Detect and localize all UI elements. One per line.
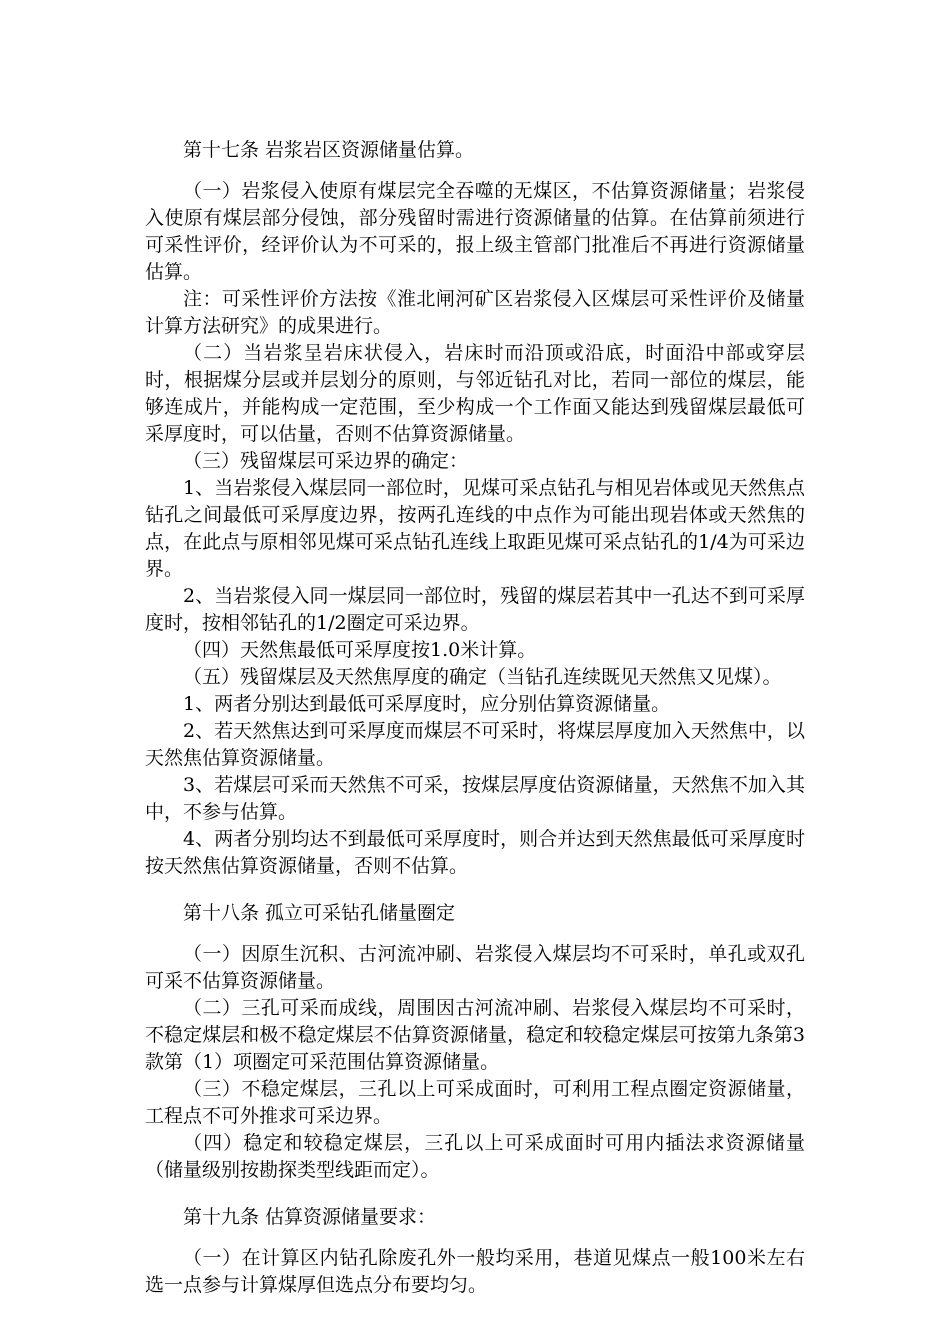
- article-17-para-4: （四）天然焦最低可采厚度按1.0米计算。: [183, 639, 537, 661]
- article-19-heading: 第十九条 估算资源储量要求：: [183, 1206, 437, 1228]
- article-17-para-2: （二）当岩浆呈岩床状侵入，岩床时而沿顶或沿底，时面沿中部或穿层时，根据煤分层或并层划分的原则，与邻近钻孔对比，若同一部位的煤层，能够连成片，并能构成一定范围，至少构成一个工作面又能达到残留煤层最低可采厚度时，可以估量，否则不估算资源储量。: [145, 342, 805, 445]
- article-17-para-5-item-1: 1、两者分别达到最低可采厚度时，应分别估算资源储量。: [183, 693, 671, 715]
- article-17-para-5-item-4: 4、两者分别均达不到最低可采厚度时，则合并达到天然焦最低可采厚度时按天然焦估算资源储量，否则不估算。: [145, 828, 805, 877]
- article-18-para-3: （三）不稳定煤层，三孔以上可采成面时，可利用工程点圈定资源储量，工程点不可外推求可采边界。: [145, 1078, 805, 1127]
- article-17-note: 注：可采性评价方法按《淮北闸河矿区岩浆侵入区煤层可采性评价及储量计算方法研究》的成果进行。: [145, 288, 805, 337]
- article-18-heading: 第十八条 孤立可采钻孔储量圈定: [183, 902, 456, 924]
- article-19-para-1: （一）在计算区内钻孔除废孔外一般均采用，巷道见煤点一般100米左右选一点参与计算煤厚但选点分布要均匀。: [145, 1247, 805, 1296]
- article-17-para-5-item-2: 2、若天然焦达到可采厚度而煤层不可采时，将煤层厚度加入天然焦中，以天然焦估算资源储量。: [145, 720, 805, 769]
- article-17-para-3-item-2: 2、当岩浆侵入同一煤层同一部位时，残留的煤层若其中一孔达不到可采厚度时，按相邻钻孔的1/2圈定可采边界。: [145, 585, 805, 634]
- article-17-para-1: （一）岩浆侵入使原有煤层完全吞噬的无煤区，不估算资源储量；岩浆侵入使原有煤层部分侵蚀，部分残留时需进行资源储量的估算。在估算前须进行可采性评价，经评价认为不可采的，报上级主管部门批准后不再进行资源储量估算。: [145, 180, 805, 283]
- article-17-para-3: （三）残留煤层可采边界的确定：: [183, 450, 469, 472]
- article-18-para-1: （一）因原生沉积、古河流冲刷、岩浆侵入煤层均不可采时，单孔或双孔可采不估算资源储量。: [145, 943, 805, 992]
- article-17-heading: 第十七条 岩浆岩区资源储量估算。: [183, 139, 475, 161]
- document-page: [145, 137, 805, 1299]
- article-17-para-3-item-1: 1、当岩浆侵入煤层同一部位时，见煤可采点钻孔与相见岩体或见天然焦点钻孔之间最低可采厚度边界，按两孔连线的中点作为可能出现岩体或天然焦的点，在此点与原相邻见煤可采点钻孔连线上取距见煤可采点钻孔的1/4为可采边界。: [145, 477, 805, 580]
- article-18-para-2: （二）三孔可采而成线，周围因古河流冲刷、岩浆侵入煤层均不可采时，不稳定煤层和极不稳定煤层不估算资源储量，稳定和较稳定煤层可按第九条第3款第（1）项圈定可采范围估算资源储量。: [145, 997, 805, 1073]
- article-17-para-5: （五）残留煤层及天然焦厚度的确定（当钻孔连续既见天然焦又见煤）。: [183, 666, 782, 688]
- article-18-para-4: （四）稳定和较稳定煤层，三孔以上可采成面时可用内插法求资源储量（储量级别按勘探类型线距而定）。: [145, 1132, 805, 1181]
- article-17-para-5-item-3: 3、若煤层可采而天然焦不可采，按煤层厚度估资源储量，天然焦不加入其中，不参与估算。: [145, 774, 805, 823]
